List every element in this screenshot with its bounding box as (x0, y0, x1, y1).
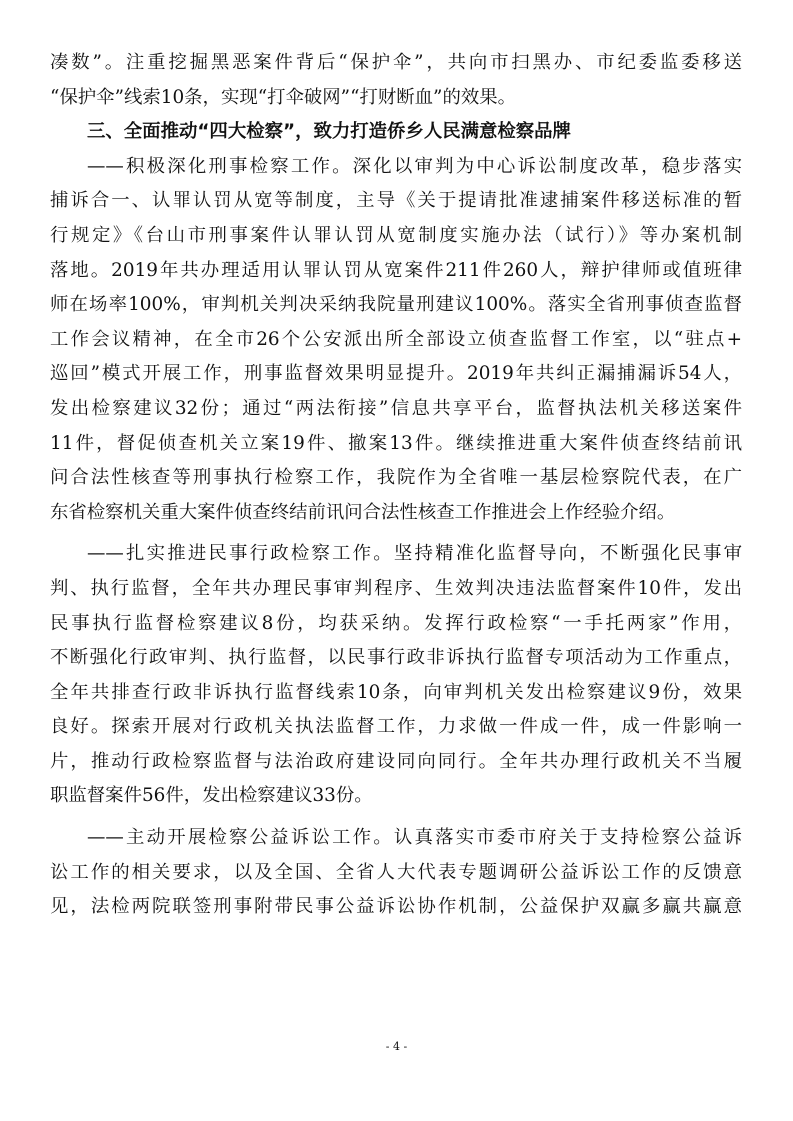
text-line: 片，推动行政检察监督与法治政府建设同向同行。全年共办理行政机关不当履 (50, 750, 742, 772)
text-line: 职监督案件56件，发出检察建议33份。 (50, 785, 373, 807)
text-line: “保护伞”线索10条，实现“打伞破网”“打财断血”的效果。 (50, 86, 517, 108)
text-line: 11件，督促侦查机关立案19件、撤案13件。继续推进重大案件侦查终结前讯 (50, 432, 742, 454)
text-line: 工作会议精神，在全市26个公安派出所全部设立侦查监督工作室，以“驻点+ (50, 328, 742, 350)
text-line: 师在场率100%，审判机关判决采纳我院量刑建议100%。落实全省刑事侦查监督 (50, 294, 742, 316)
text-line: 全年共排查行政非诉执行监督线索10条，向审判机关发出检察建议9份，效果 (50, 681, 742, 703)
text-line: 捕诉合一、认罪认罚从宽等制度，主导《关于提请批准逮捕案件移送标准的暂 (50, 190, 742, 212)
text-line: 不断强化行政审判、执行监督，以民事行政非诉执行监督专项活动为工作重点， (50, 647, 742, 669)
paragraph-first-line: ——积极深化刑事检察工作。深化以审判为中心诉讼制度改革，稳步落实 (87, 155, 742, 177)
paragraph-first-line: ——扎实推进民事行政检察工作。坚持精准化监督导向，不断强化民事审 (87, 543, 742, 565)
paragraph-first-line: ——主动开展检察公益诉讼工作。认真落实市委市府关于支持检察公益诉 (87, 827, 742, 849)
text-line: 东省检察机关重大案件侦查终结前讯问合法性核查工作推进会上作经验介绍。 (50, 501, 676, 523)
text-line: 良好。探索开展对行政机关执法监督工作，力求做一件成一件，成一件影响一 (50, 716, 742, 738)
text-line: 发出检察建议32份；通过“两法衔接”信息共享平台，监督执法机关移送案件 (50, 397, 742, 419)
section-heading: 三、全面推动“四大检察”，致力打造侨乡人民满意检察品牌 (87, 121, 571, 143)
body-text (50, 46, 742, 925)
text-line: 巡回”模式开展工作，刑事监督效果明显提升。2019年共纠正漏捕漏诉54人， (50, 363, 742, 385)
text-line: 讼工作的相关要求，以及全国、全省人大代表专题调研公益诉讼工作的反馈意 (50, 861, 742, 883)
text-line: 落地。2019年共办理适用认罪认罚从宽案件211件260人，辩护律师或值班律 (50, 259, 742, 281)
text-line: 问合法性核查等刑事执行检察工作，我院作为全省唯一基层检察院代表，在广 (50, 467, 742, 489)
text-line: 凑数”。注重挖掘黑恶案件背后“保护伞”，共向市扫黑办、市纪委监委移送 (50, 52, 742, 73)
text-line: 判、执行监督，全年共办理民事审判程序、生效判决违法监督案件10件，发出 (50, 577, 742, 599)
text-line: 行规定》《台山市刑事案件认罪认罚从宽制度实施办法（试行）》等办案机制 (50, 224, 742, 246)
page-number: - 4 - (385, 1040, 408, 1053)
text-line: 见，法检两院联签刑事附带民事公益诉讼协作机制，公益保护双赢多赢共赢意 (50, 896, 742, 918)
text-line: 民事执行监督检察建议8份，均获采纳。发挥行政检察“一手托两家”作用， (50, 612, 742, 634)
